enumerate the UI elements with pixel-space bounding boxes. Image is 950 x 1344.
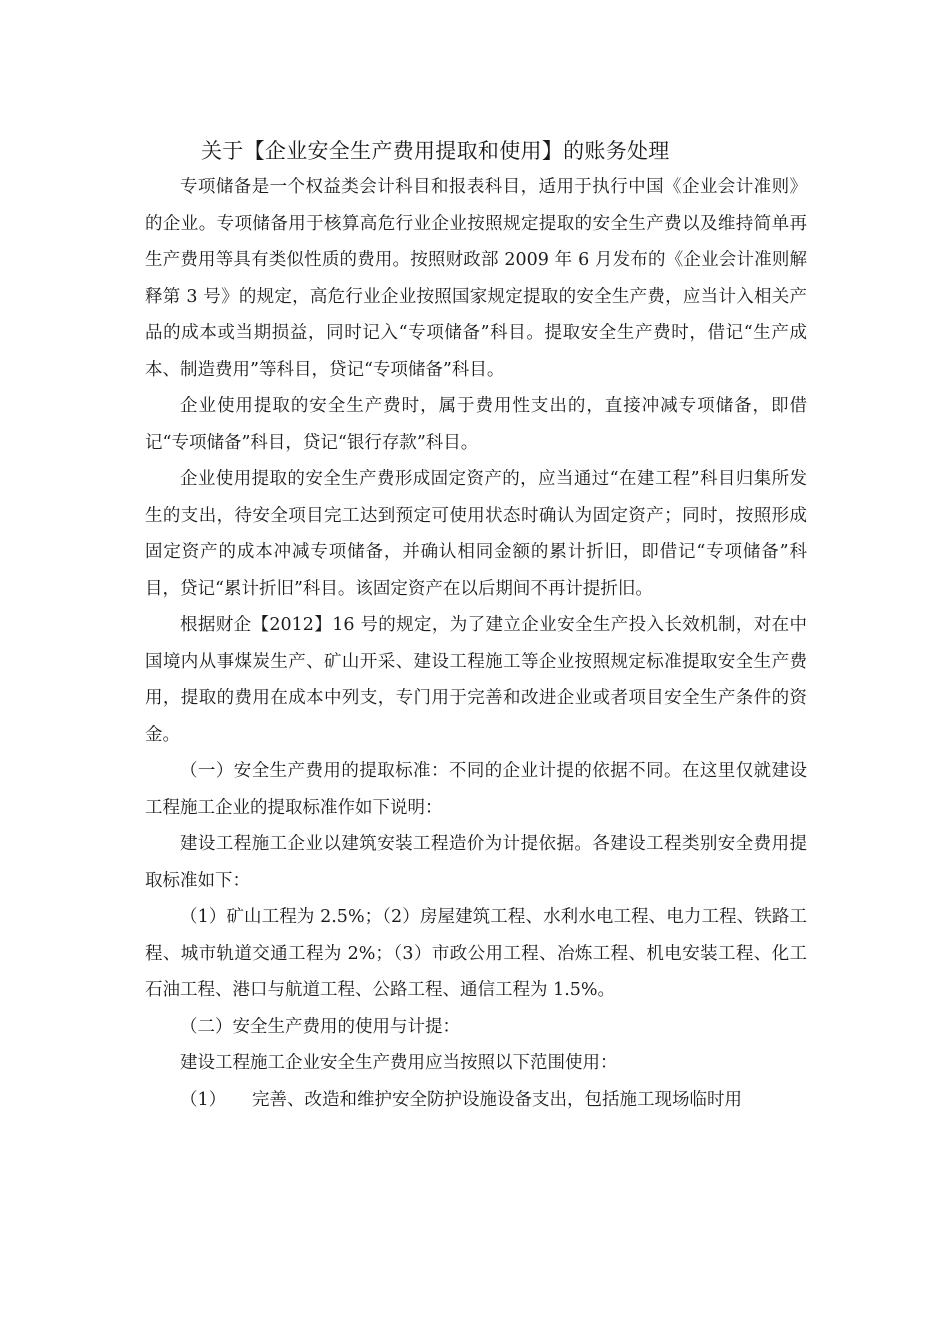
paragraph-regulation: 根据财企【2012】16 号的规定，为了建立企业安全生产投入长效机制，对在中国境内从事煤炭生产、矿山开采、建设工程施工等企业按照规定标准提取安全生产费用，提取的费用在成本中列支，专门用于完善和改进企业或者项目安全生产条件的资金。	[145, 615, 807, 745]
paragraph-fixed-asset-use: 企业使用提取的安全生产费形成固定资产的，应当通过“在建工程”科目归集所发生的支出，待安全项目完工达到预定可使用状态时确认为固定资产；同时，按照形成固定资产的成本冲减专项储备，并确认相同金额的累计折旧，即借记“专项储备”科目，贷记“累计折旧”科目。该固定资产在以后期间不再计提折旧。	[145, 469, 807, 599]
document-page	[145, 133, 807, 1118]
paragraph-expense-use: 企业使用提取的安全生产费时，属于费用性支出的，直接冲减专项储备，即借记“专项储备”科目，贷记“银行存款”科目。	[145, 396, 807, 453]
paragraph-section-one: （一）安全生产费用的提取标准：不同的企业计提的依据不同。在这里仅就建设工程施工企业的提取标准作如下说明：	[145, 761, 807, 818]
paragraph-basis: 建设工程施工企业以建筑安装工程造价为计提依据。各建设工程类别安全费用提取标准如下：	[145, 834, 807, 891]
paragraph-rates: （1）矿山工程为 2.5%；（2）房屋建筑工程、水利水电工程、电力工程、铁路工程、城市轨道交通工程为 2%；（3）市政公用工程、冶炼工程、机电安装工程、化工石油工程、港口与航道工程、公路工程、通信工程为 1.5%。	[145, 907, 807, 1000]
list-item-text: 完善、改造和维护安全防护设施设备支出，包括施工现场临时用	[252, 1089, 742, 1110]
paragraph-usage-scope: 建设工程施工企业安全生产费用应当按照以下范围使用：	[180, 1053, 618, 1073]
paragraph-section-two: （二）安全生产费用的使用与计提：	[180, 1016, 460, 1037]
list-marker: （1）	[180, 1089, 227, 1110]
paragraph-special-reserve: 专项储备是一个权益类会计科目和报表科目，适用于执行中国《企业会计准则》的企业。专项储备用于核算高危行业企业按照规定提取的安全生产费以及维持简单再生产费用等具有类似性质的费用。按照财政部 2009 年 6 月发布的《企业会计准则解释第 3 号》的规定，高危行业企业按照国家规定提取的安全生产费，应当计入相关产品的成本或当期损益，同时记入“专项储备”科目。提取安全生产费时，借记“生产成本、制造费用”等科目，贷记“专项储备”科目。	[145, 177, 807, 380]
list-item	[145, 1082, 807, 1119]
document-title: 关于【企业安全生产费用提取和使用】的账务处理	[201, 139, 670, 163]
